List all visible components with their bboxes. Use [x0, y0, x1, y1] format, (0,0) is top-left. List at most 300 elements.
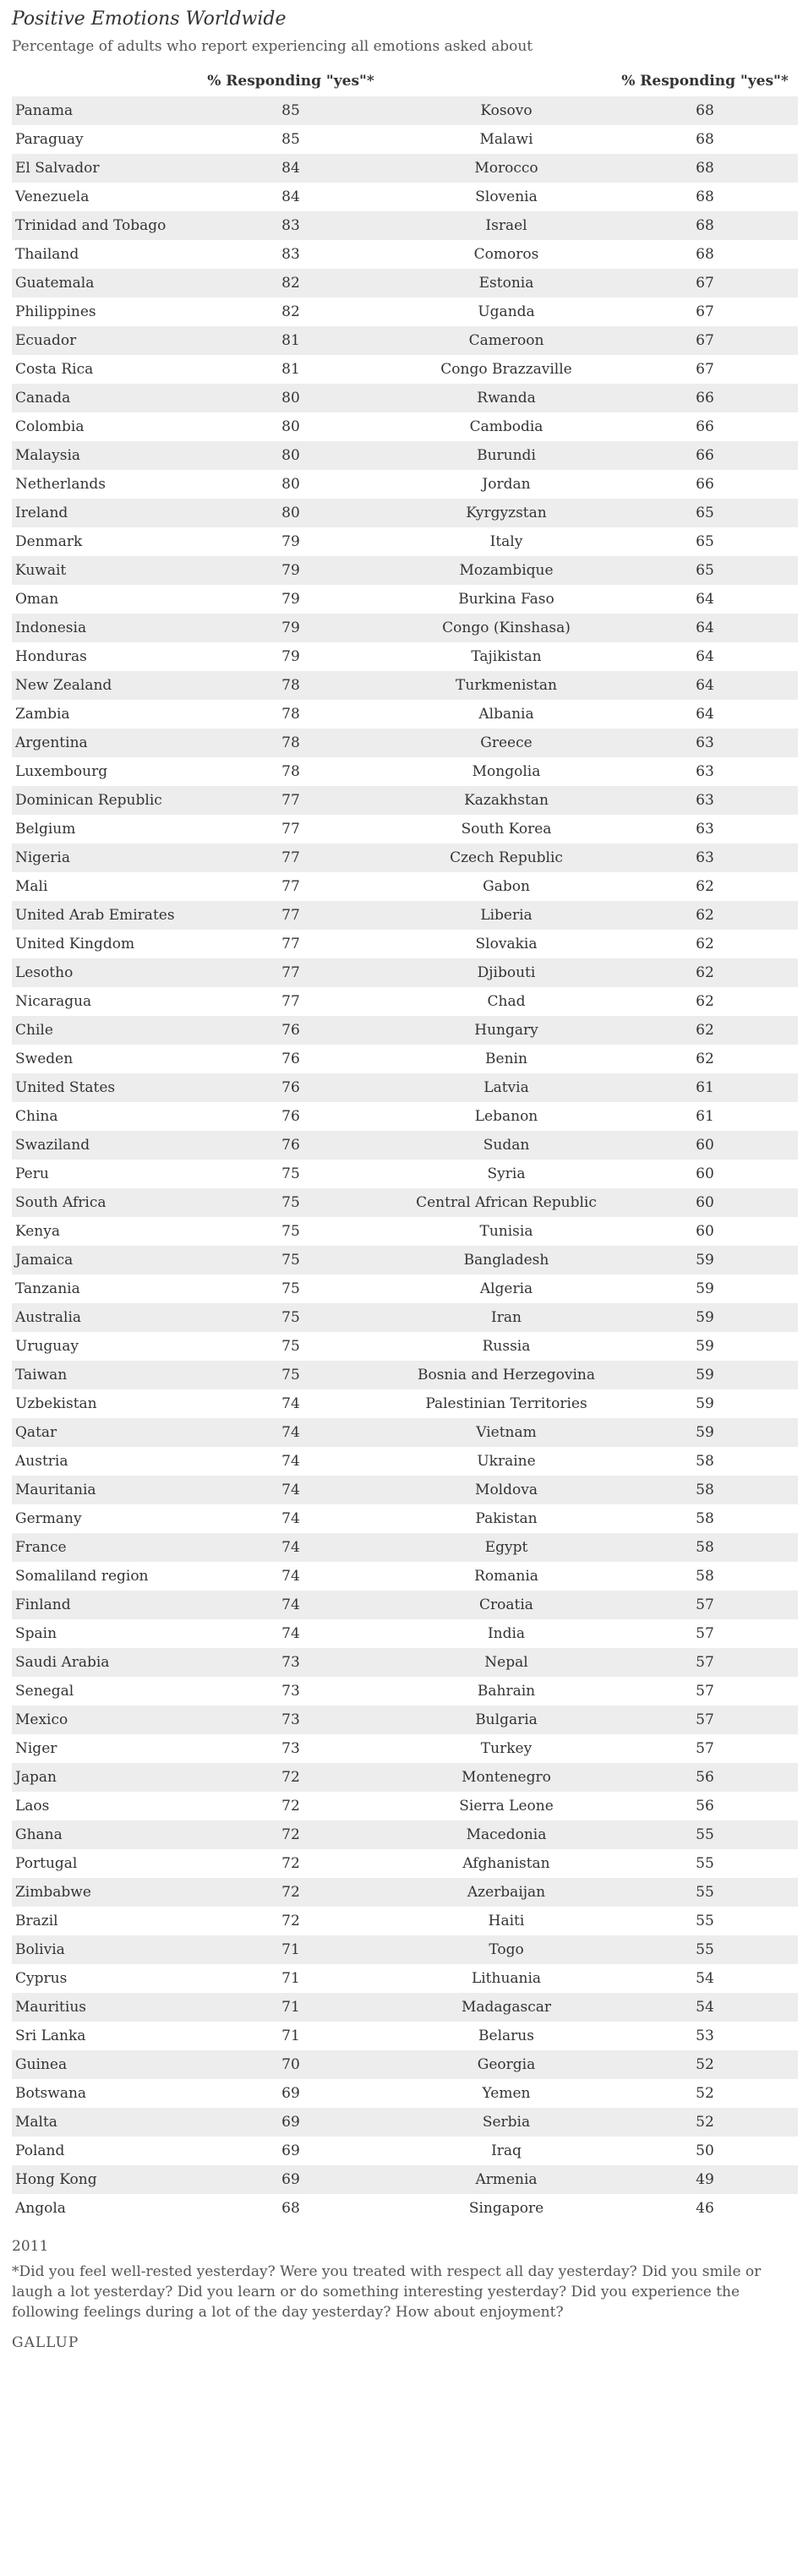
cell-percent-left: 76	[281, 1051, 300, 1067]
cell-percent-right: 62	[612, 1016, 798, 1045]
cell-country-left: Venezuela	[15, 188, 90, 205]
cell-country-left: Taiwan	[12, 1361, 181, 1389]
cell-country-left: Netherlands	[15, 476, 107, 493]
cell-country-right: Estonia	[401, 269, 612, 297]
cell-percent-right: 53	[696, 2028, 714, 2044]
cell-country-left: Qatar	[12, 1418, 181, 1447]
cell-country-right: Algeria	[479, 1280, 533, 1297]
cell-percent-right: 55	[612, 1878, 798, 1907]
cell-country-right: Armenia	[401, 2165, 612, 2194]
cell-country-left: Honduras	[15, 648, 87, 665]
cell-percent-right: 55	[612, 1820, 798, 1849]
cell-country-left: Austria	[15, 1453, 68, 1470]
table-row	[12, 326, 798, 355]
cell-country-right: Burkina Faso	[458, 591, 554, 608]
cell-country-right: Rwanda	[401, 384, 612, 412]
cell-country-right: Vietnam	[401, 1418, 612, 1447]
cell-percent-left: 83	[281, 246, 300, 263]
cell-country-right: Chad	[487, 993, 526, 1010]
cell-percent-right: 55	[696, 1855, 714, 1872]
table-row	[12, 2137, 798, 2165]
cell-country-left: Guinea	[12, 2050, 181, 2079]
table-row	[12, 2050, 798, 2079]
cell-country-right: Slovakia	[475, 936, 538, 952]
cell-percent-left: 85	[181, 96, 401, 125]
cell-country-right: Czech Republic	[401, 843, 612, 872]
cell-percent-left: 82	[281, 303, 300, 320]
cell-country-right: Hungary	[401, 1016, 612, 1045]
cell-percent-left: 73	[181, 1648, 401, 1677]
cell-country-left: France	[12, 1533, 181, 1562]
table-row	[12, 240, 798, 269]
table-row	[12, 412, 798, 441]
cell-country-right: Moldova	[401, 1476, 612, 1504]
cell-percent-right: 64	[696, 648, 714, 665]
cell-country-left: South Africa	[12, 1188, 181, 1217]
header-country-left	[12, 73, 181, 96]
table-row	[12, 1619, 798, 1648]
table-row	[12, 930, 798, 958]
cell-country-left: Portugal	[15, 1855, 78, 1872]
table-row	[12, 1188, 798, 1217]
table-row	[12, 901, 798, 930]
table-row	[12, 614, 798, 642]
table-row	[12, 872, 798, 901]
cell-country-right: Palestinian Territories	[425, 1395, 587, 1412]
cell-percent-right: 62	[696, 1051, 714, 1067]
cell-percent-left: 74	[181, 1476, 401, 1504]
cell-percent-right: 61	[696, 1108, 714, 1125]
cell-country-right: Greece	[401, 729, 612, 757]
table-row	[12, 1591, 798, 1619]
cell-country-right: Mongolia	[472, 763, 541, 780]
cell-percent-left: 78	[281, 706, 300, 723]
cell-percent-right: 57	[612, 1706, 798, 1734]
table-row	[12, 1160, 798, 1188]
table-row	[12, 1706, 798, 1734]
header-percent-left: % Responding "yes"*	[207, 73, 374, 90]
cell-percent-right: 64	[696, 706, 714, 723]
cell-percent-left: 68	[281, 2200, 300, 2217]
cell-country-right: Kosovo	[401, 96, 612, 125]
cell-country-right: Togo	[401, 1935, 612, 1964]
table-row	[12, 2079, 798, 2108]
cell-percent-left: 73	[181, 1706, 401, 1734]
cell-country-right: Lithuania	[471, 1970, 542, 1987]
table-row	[12, 1734, 798, 1763]
cell-country-right: Nepal	[401, 1648, 612, 1677]
cell-country-left: Ireland	[12, 499, 181, 527]
cell-country-left: Mali	[15, 878, 48, 895]
cell-country-left: Thailand	[15, 246, 79, 263]
cell-country-right: Burundi	[401, 441, 612, 470]
table-row	[12, 183, 798, 211]
data-table	[12, 73, 798, 2223]
cell-percent-right: 60	[612, 1188, 798, 1217]
cell-country-right: Croatia	[401, 1591, 612, 1619]
cell-percent-right: 59	[696, 1338, 714, 1355]
cell-percent-right: 57	[612, 1591, 798, 1619]
cell-percent-right: 60	[612, 1131, 798, 1160]
cell-percent-right: 66	[612, 441, 798, 470]
cell-country-right: Mozambique	[401, 556, 612, 585]
cell-percent-left: 71	[281, 2028, 300, 2044]
cell-percent-right: 64	[612, 671, 798, 700]
cell-percent-right: 65	[696, 533, 714, 550]
cell-country-left: Mexico	[12, 1706, 181, 1734]
table-row	[12, 815, 798, 843]
cell-country-left: Panama	[12, 96, 181, 125]
table-row	[12, 1504, 798, 1533]
table-row	[12, 1274, 798, 1303]
gallup-logo: GALLUP	[12, 2334, 79, 2351]
cell-country-right: Gabon	[483, 878, 530, 895]
cell-percent-right: 59	[696, 1280, 714, 1297]
table-row	[12, 1332, 798, 1361]
cell-percent-left: 74	[281, 1453, 300, 1470]
table-row	[12, 1533, 798, 1562]
table-row	[12, 125, 798, 154]
cell-percent-left: 74	[281, 1395, 300, 1412]
cell-country-right: Iraq	[491, 2142, 522, 2159]
cell-country-right: Liberia	[401, 901, 612, 930]
cell-country-left: Sri Lanka	[15, 2028, 86, 2044]
cell-percent-right: 52	[612, 2050, 798, 2079]
cell-percent-right: 63	[612, 843, 798, 872]
header-percent-right: % Responding "yes"*	[621, 73, 789, 90]
cell-country-right: Bangladesh	[401, 1246, 612, 1274]
cell-percent-left: 77	[181, 958, 401, 987]
cell-percent-left: 72	[281, 1798, 300, 1815]
cell-percent-right: 66	[696, 476, 714, 493]
table-row	[12, 671, 798, 700]
cell-percent-left: 80	[181, 441, 401, 470]
cell-percent-left: 78	[181, 671, 401, 700]
cell-country-right: Cameroon	[401, 326, 612, 355]
cell-country-right: South Korea	[461, 821, 552, 838]
cell-country-right: Serbia	[401, 2108, 612, 2137]
table-row	[12, 1820, 798, 1849]
cell-percent-left: 74	[181, 1591, 401, 1619]
cell-percent-right: 58	[696, 1453, 714, 1470]
cell-percent-right: 65	[612, 556, 798, 585]
cell-country-right: Afghanistan	[462, 1855, 550, 1872]
table-row	[12, 1102, 798, 1131]
table-row	[12, 987, 798, 1016]
cell-percent-right: 57	[612, 1648, 798, 1677]
footnote: *Did you feel well-rested yesterday? Were you treated with respect all day yesterday? Did you smile or laugh a lot yesterday? Did you learn or do something interesting yesterday? Did you experience the following feelings during a lot of the day yesterday? How about enjoyment?	[12, 2263, 762, 2321]
cell-percent-left: 75	[181, 1361, 401, 1389]
cell-country-left: United States	[12, 1073, 181, 1102]
cell-percent-right: 49	[612, 2165, 798, 2194]
table-row	[12, 269, 798, 297]
cell-percent-right: 66	[696, 418, 714, 435]
cell-country-left: Senegal	[15, 1683, 74, 1700]
cell-percent-left: 81	[281, 361, 300, 378]
cell-percent-left: 72	[281, 1913, 300, 1929]
cell-percent-right: 54	[612, 1993, 798, 2022]
table-row	[12, 1993, 798, 2022]
cell-country-right: Djibouti	[401, 958, 612, 987]
table-row	[12, 499, 798, 527]
table-row	[12, 1648, 798, 1677]
cell-country-right: Russia	[482, 1338, 531, 1355]
cell-country-left: Angola	[15, 2200, 66, 2217]
cell-percent-right: 58	[696, 1510, 714, 1527]
cell-percent-left: 69	[281, 2085, 300, 2102]
table-row	[12, 1763, 798, 1792]
cell-percent-right: 63	[696, 821, 714, 838]
cell-percent-right: 61	[612, 1073, 798, 1102]
cell-country-left: Brazil	[15, 1913, 58, 1929]
cell-country-left: Guatemala	[12, 269, 181, 297]
cell-percent-left: 74	[281, 1568, 300, 1585]
table-row	[12, 786, 798, 815]
cell-percent-right: 58	[696, 1568, 714, 1585]
cell-country-left: Nicaragua	[15, 993, 92, 1010]
cell-country-left: Lesotho	[12, 958, 181, 987]
cell-country-left: Malaysia	[12, 441, 181, 470]
cell-country-right: Yemen	[482, 2085, 531, 2102]
cell-country-left: Argentina	[12, 729, 181, 757]
cell-percent-left: 84	[281, 188, 300, 205]
table-row	[12, 1792, 798, 1820]
table-row	[12, 556, 798, 585]
cell-country-left: Mauritania	[12, 1476, 181, 1504]
cell-country-right: Turkey	[480, 1740, 533, 1757]
cell-country-left: Swaziland	[12, 1131, 181, 1160]
cell-country-left: Indonesia	[12, 614, 181, 642]
cell-country-right: Italy	[489, 533, 523, 550]
cell-percent-right: 66	[612, 384, 798, 412]
table-row	[12, 1677, 798, 1706]
cell-percent-left: 75	[281, 1338, 300, 1355]
table-row	[12, 1907, 798, 1935]
cell-country-right: Haiti	[488, 1913, 525, 1929]
cell-percent-right: 59	[612, 1361, 798, 1389]
cell-percent-right: 50	[696, 2142, 714, 2159]
cell-country-left: Saudi Arabia	[12, 1648, 181, 1677]
cell-percent-right: 55	[696, 1913, 714, 1929]
cell-percent-left: 76	[281, 1108, 300, 1125]
cell-country-left: Denmark	[15, 533, 83, 550]
cell-country-left: Kenya	[15, 1223, 60, 1240]
cell-country-left: Uzbekistan	[15, 1395, 97, 1412]
cell-percent-left: 79	[281, 648, 300, 665]
header-country-right	[401, 73, 612, 96]
cell-country-left: Cyprus	[15, 1970, 68, 1987]
cell-country-left: Germany	[15, 1510, 82, 1527]
cell-country-right: Pakistan	[475, 1510, 538, 1527]
cell-percent-right: 46	[696, 2200, 714, 2217]
cell-percent-left: 72	[281, 1855, 300, 1872]
cell-country-left: Philippines	[15, 303, 96, 320]
cell-percent-right: 63	[696, 763, 714, 780]
cell-percent-left: 73	[281, 1683, 300, 1700]
table-row	[12, 2108, 798, 2137]
cell-percent-left: 78	[281, 763, 300, 780]
cell-country-left: Niger	[15, 1740, 57, 1757]
cell-percent-right: 62	[612, 958, 798, 987]
cell-country-right: Ukraine	[477, 1453, 536, 1470]
table-row	[12, 1418, 798, 1447]
cell-percent-right: 62	[696, 936, 714, 952]
table-row	[12, 2022, 798, 2050]
cell-percent-left: 73	[281, 1740, 300, 1757]
cell-percent-right: 63	[612, 729, 798, 757]
cell-percent-left: 81	[181, 326, 401, 355]
cell-country-right: Sierra Leone	[459, 1798, 554, 1815]
cell-country-left: Colombia	[15, 418, 85, 435]
cell-country-right: India	[487, 1625, 526, 1642]
cell-percent-right: 67	[696, 303, 714, 320]
table-row	[12, 154, 798, 183]
cell-percent-left: 75	[181, 1188, 401, 1217]
table-row	[12, 297, 798, 326]
cell-country-right: Comoros	[473, 246, 539, 263]
cell-country-right: Kazakhstan	[401, 786, 612, 815]
cell-country-left: Finland	[12, 1591, 181, 1619]
table-row	[12, 843, 798, 872]
table-row	[12, 1045, 798, 1073]
table-row	[12, 1131, 798, 1160]
cell-percent-left: 69	[181, 2108, 401, 2137]
cell-country-right: Sudan	[401, 1131, 612, 1160]
table-row	[12, 2165, 798, 2194]
table-row	[12, 1389, 798, 1418]
cell-percent-right: 68	[696, 246, 714, 263]
cell-country-left: Oman	[15, 591, 59, 608]
cell-percent-right: 57	[696, 1683, 714, 1700]
cell-percent-left: 72	[181, 1763, 401, 1792]
cell-percent-left: 79	[281, 591, 300, 608]
cell-percent-left: 79	[181, 614, 401, 642]
table-row	[12, 642, 798, 671]
cell-percent-left: 71	[181, 1993, 401, 2022]
cell-country-right: Benin	[485, 1051, 527, 1067]
footer-year: 2011	[12, 2238, 49, 2255]
cell-country-right: Congo (Kinshasa)	[401, 614, 612, 642]
cell-percent-right: 63	[612, 786, 798, 815]
table-row	[12, 1217, 798, 1246]
cell-percent-right: 67	[612, 269, 798, 297]
cell-percent-left: 77	[281, 936, 300, 952]
cell-country-right: Tajikistan	[471, 648, 542, 665]
cell-percent-left: 74	[281, 1625, 300, 1642]
cell-percent-left: 79	[181, 556, 401, 585]
cell-country-left: United Kingdom	[15, 936, 135, 952]
table-row	[12, 355, 798, 384]
cell-percent-left: 77	[281, 993, 300, 1010]
table-row	[12, 729, 798, 757]
cell-country-right: Slovenia	[475, 188, 538, 205]
cell-percent-left: 74	[281, 1510, 300, 1527]
cell-country-left: Chile	[12, 1016, 181, 1045]
footer	[12, 2236, 791, 2353]
cell-country-right: Albania	[478, 706, 534, 723]
cell-country-left: Uruguay	[15, 1338, 79, 1355]
cell-percent-left: 84	[181, 154, 401, 183]
cell-country-left: Paraguay	[15, 131, 84, 148]
cell-percent-right: 57	[696, 1625, 714, 1642]
cell-percent-left: 77	[281, 821, 300, 838]
cell-percent-right: 56	[696, 1798, 714, 1815]
cell-percent-left: 77	[181, 843, 401, 872]
cell-percent-left: 79	[281, 533, 300, 550]
cell-country-right: Egypt	[401, 1533, 612, 1562]
cell-country-left: Somaliland region	[15, 1568, 149, 1585]
cell-country-right: Uganda	[478, 303, 535, 320]
chart-title: Positive Emotions Worldwide	[12, 8, 287, 30]
table-row	[12, 470, 798, 499]
table-row	[12, 211, 798, 240]
table-row	[12, 700, 798, 729]
cell-percent-left: 72	[181, 1820, 401, 1849]
cell-country-left: United Arab Emirates	[12, 901, 181, 930]
cell-country-right: Kyrgyzstan	[401, 499, 612, 527]
cell-country-right: Georgia	[401, 2050, 612, 2079]
cell-country-left: Zambia	[15, 706, 70, 723]
table-row	[12, 1361, 798, 1389]
cell-country-left: Trinidad and Tobago	[12, 211, 181, 240]
cell-percent-left: 74	[181, 1418, 401, 1447]
table-row	[12, 1562, 798, 1591]
cell-country-left: Japan	[12, 1763, 181, 1792]
cell-percent-left: 83	[181, 211, 401, 240]
table-row	[12, 384, 798, 412]
cell-country-right: Cambodia	[469, 418, 544, 435]
cell-percent-right: 65	[612, 499, 798, 527]
table-row	[12, 1303, 798, 1332]
cell-country-right: Central African Republic	[401, 1188, 612, 1217]
cell-country-right: Morocco	[401, 154, 612, 183]
table-row	[12, 1935, 798, 1964]
table-header-row	[12, 73, 798, 96]
cell-country-left: Bolivia	[12, 1935, 181, 1964]
cell-country-left: Dominican Republic	[12, 786, 181, 815]
cell-country-right: Lebanon	[474, 1108, 538, 1125]
table-row	[12, 1246, 798, 1274]
cell-percent-right: 55	[612, 1935, 798, 1964]
cell-percent-right: 68	[612, 211, 798, 240]
cell-country-right: Iran	[401, 1303, 612, 1332]
cell-country-left: Botswana	[15, 2085, 87, 2102]
cell-percent-right: 59	[696, 1395, 714, 1412]
table-row	[12, 585, 798, 614]
cell-percent-right: 62	[612, 901, 798, 930]
cell-percent-left: 82	[181, 269, 401, 297]
cell-percent-right: 68	[696, 131, 714, 148]
cell-country-left: Australia	[12, 1303, 181, 1332]
cell-percent-left: 80	[181, 499, 401, 527]
table-row	[12, 958, 798, 987]
cell-country-right: Congo Brazzaville	[440, 361, 572, 378]
cell-country-right: Montenegro	[401, 1763, 612, 1792]
cell-country-right: Jordan	[482, 476, 531, 493]
cell-percent-left: 77	[181, 786, 401, 815]
cell-country-left: Spain	[15, 1625, 57, 1642]
cell-country-right: Azerbaijan	[401, 1878, 612, 1907]
cell-country-left: Canada	[12, 384, 181, 412]
cell-percent-left: 75	[181, 1246, 401, 1274]
cell-percent-right: 52	[696, 2085, 714, 2102]
cell-percent-right: 67	[612, 326, 798, 355]
cell-country-right: Bosnia and Herzegovina	[401, 1361, 612, 1389]
cell-percent-right: 64	[696, 591, 714, 608]
cell-country-right: Israel	[401, 211, 612, 240]
cell-country-right: Syria	[487, 1165, 526, 1182]
cell-percent-left: 76	[181, 1131, 401, 1160]
